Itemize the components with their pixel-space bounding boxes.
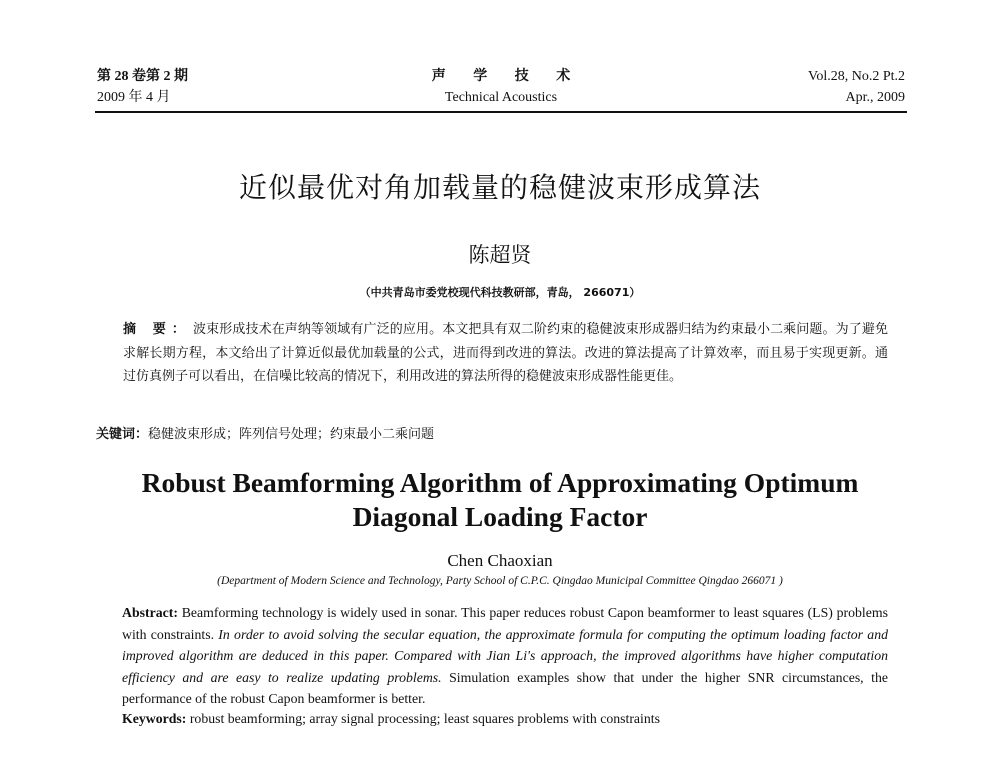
abstract-cn: [123, 318, 888, 389]
affiliation-en: (Department of Modern Science and Technology, Party School of C.P.C. Qingdao Municipal Committee Qingdao 266071 ): [217, 575, 783, 587]
keywords-cn: [96, 424, 886, 446]
abstract-en: [122, 602, 888, 710]
paper-title-en-line2: Diagonal Loading Factor: [352, 501, 648, 532]
keywords-label-en: Keywords:: [122, 711, 187, 726]
paper-title-en-line1: Robust Beamforming Algorithm of Approximating Optimum: [141, 467, 859, 498]
author-cn: 陈超贤: [468, 243, 532, 267]
date-en: Apr., 2009: [845, 90, 905, 105]
keywords-en: [122, 709, 888, 729]
abstract-text-en-part1: Beamforming technology is widely used in sonar. This paper reduces robust Capon beamformer to least squares (LS) problems with constraints.: [122, 605, 888, 642]
journal-name: [97, 66, 905, 108]
author-en: Chen Chaoxian: [447, 551, 553, 570]
abstract-text-en-italic: In order to avoid solving the secular equation, the approximate formula for computing the optimum loading factor and improved algorithm are deduced in this paper. Compared with Jian Li's approach, the improved algorithms have higher computation efficiency and are easy to realize updating problems.: [122, 626, 889, 685]
volume-issue-cn: 第 28 卷第 2 期: [97, 69, 188, 84]
abstract-text-en-part2: Simulation examples show that under the higher SNR circumstances, the performance of the robust Capon beamformer is better.: [122, 669, 888, 706]
journal-header: [97, 66, 905, 112]
paper-title-en: [0, 466, 1000, 534]
abstract-label-cn: 摘 要：: [123, 322, 191, 337]
journal-name-en: Technical Acoustics: [444, 90, 558, 105]
journal-name-cn: 声 学 技 术: [431, 69, 583, 84]
abstract-text-cn: 波束形成技术在声纳等领域有广泛的应用。本文把具有双二阶约束的稳健波束形成器归结为约束最小二乘问题。为了避免求解长期方程，本文给出了计算近似最优加载量的公式，进而得到改进的算法。改进的算法提高了计算效率，而且易于实现更新。通过仿真例子可以看出，在信噪比较高的情况下，利用改进的算法所得的稳健波束形成器性能更佳。: [123, 322, 888, 384]
abstract-label-en: Abstract:: [122, 605, 178, 620]
affiliation-cn: （中共青岛市委党校现代科技教研部，青岛， 266071）: [359, 286, 641, 299]
issue-info-en: [808, 66, 905, 108]
keywords-text-en: robust beamforming; array signal processing; least squares problems with constraints: [186, 711, 660, 726]
volume-issue-en: Vol.28, No.2 Pt.2: [808, 69, 905, 84]
keywords-text-cn: 稳健波束形成；阵列信号处理；约束最小二乘问题: [148, 427, 435, 442]
paper-title-cn: 近似最优对角加载量的稳健波束形成算法: [238, 171, 761, 204]
header-rule: [95, 111, 907, 113]
date-cn: 2009 年 4 月: [97, 90, 171, 105]
keywords-label-cn: 关键词：: [96, 427, 149, 442]
